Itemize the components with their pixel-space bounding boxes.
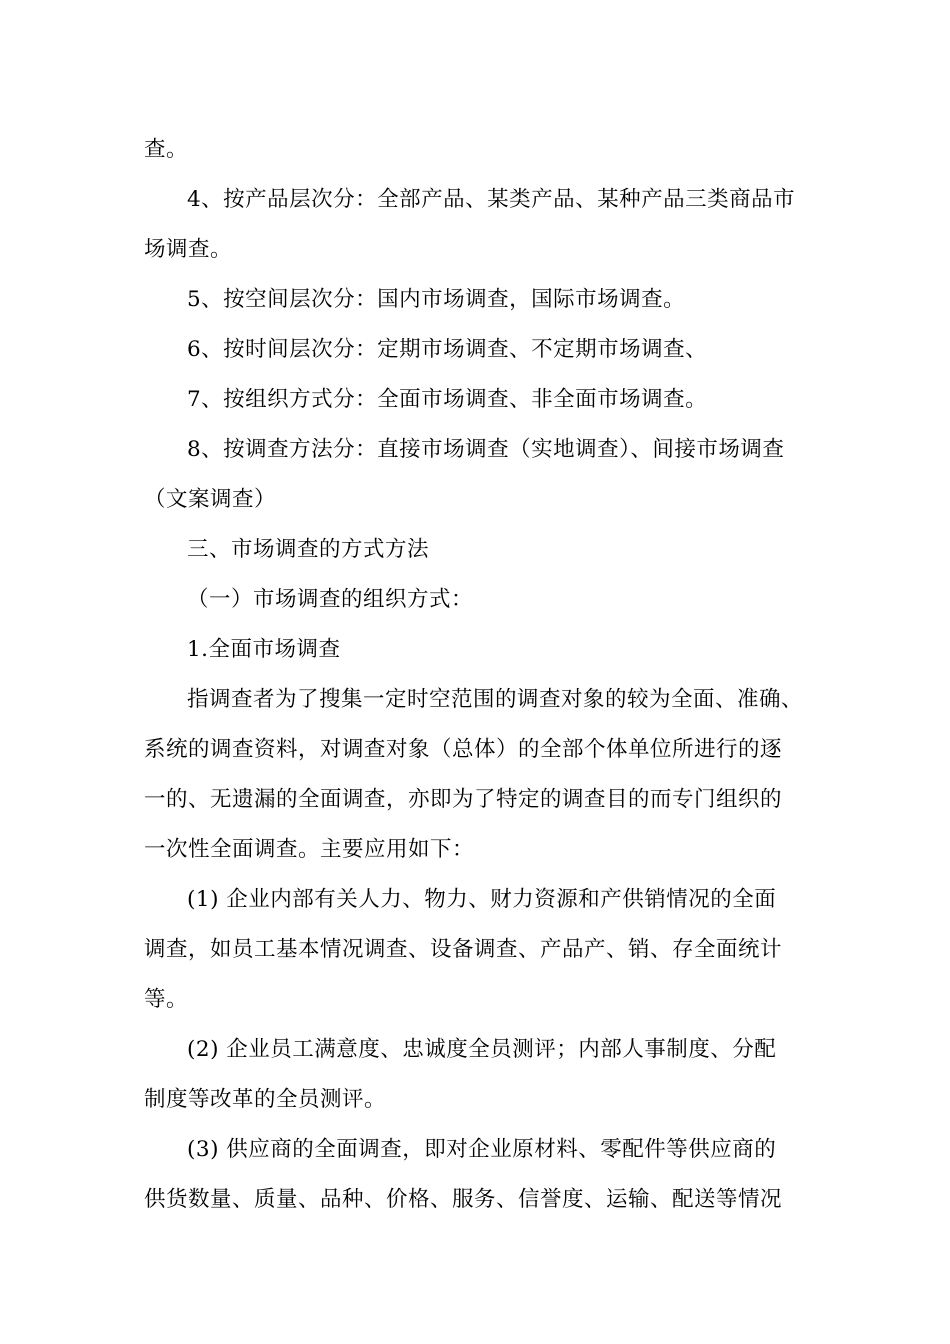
paragraph-line: 一的、无遗漏的全面调查，亦即为了特定的调查目的而专门组织的 bbox=[144, 787, 783, 812]
paragraph-line: 指调查者为了搜集一定时空范围的调查对象的较为全面、准确、 bbox=[187, 687, 804, 712]
paragraph-line: 一次性全面调查。主要应用如下： bbox=[144, 837, 475, 862]
list-item-line: 制度等改革的全员测评。 bbox=[144, 1087, 387, 1112]
list-item-line: 等。 bbox=[144, 987, 189, 1012]
list-item-line: (1) 企业内部有关人力、物力、财力资源和产供销情况的全面 bbox=[187, 887, 777, 912]
list-item-line: （文案调查） bbox=[144, 487, 277, 512]
list-item-line: 5、按空间层次分：国内市场调查，国际市场调查。 bbox=[187, 287, 686, 312]
list-item-line: 4、按产品层次分：全部产品、某类产品、某种产品三类商品市 bbox=[187, 187, 796, 212]
paragraph-line: 系统的调查资料，对调查对象（总体）的全部个体单位所进行的逐 bbox=[144, 737, 783, 762]
list-item-line: 7、按组织方式分：全面市场调查、非全面市场调查。 bbox=[187, 387, 708, 412]
list-item-line: 8、按调查方法分：直接市场调查（实地调查）、间接市场调查 bbox=[187, 437, 785, 462]
subsection-heading: （一）市场调查的组织方式： bbox=[187, 587, 474, 612]
list-item-line: 调查，如员工基本情况调查、设备调查、产品产、销、存全面统计 bbox=[144, 937, 783, 962]
paragraph-line: 查。 bbox=[144, 137, 189, 162]
list-item-line: 6、按时间层次分：定期市场调查、不定期市场调查、 bbox=[187, 337, 708, 362]
list-item-line: 供货数量、质量、品种、价格、服务、信誉度、运输、配送等情况 bbox=[144, 1187, 783, 1212]
list-item-line: 场调查。 bbox=[144, 237, 233, 262]
item-heading: 1.全面市场调查 bbox=[187, 637, 341, 662]
section-heading: 三、市场调查的方式方法 bbox=[187, 537, 430, 562]
list-item-line: (3) 供应商的全面调查，即对企业原材料、零配件等供应商的 bbox=[187, 1137, 777, 1162]
list-item-line: (2) 企业员工满意度、忠诚度全员测评；内部人事制度、分配 bbox=[187, 1037, 777, 1062]
